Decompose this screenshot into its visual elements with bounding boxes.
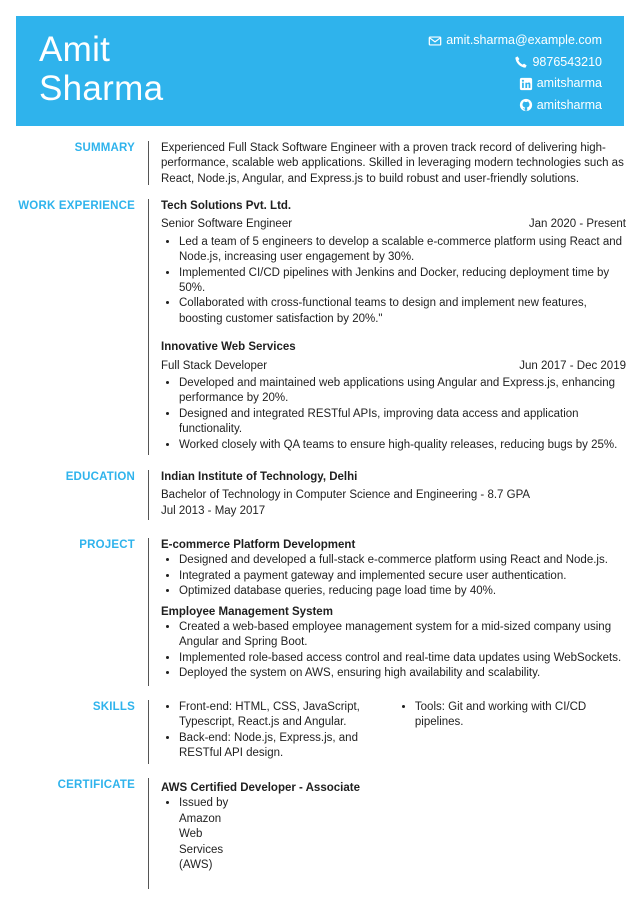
candidate-name [39,30,163,108]
job-entry [161,340,626,453]
job-entry [161,199,626,327]
project-label: PROJECT [79,539,135,551]
summary-text: Experienced Full Stack Software Engineer with a proven track record of delivering high-performance, scalable web applications. Skilled in leveraging modern technologies such as React, Node.js, Angular, and Express.js to build robust and user-friendly solutions. [161,142,624,185]
project-bullet: • Designed and developed a full-stack e-commerce platform using React and Node.js. [179,553,626,568]
certificate-title: AWS Certified Developer - Associate [161,782,360,794]
resume-header [16,16,624,126]
skill-item: • Tools: Git and working with CI/CD pipelines. [415,700,626,731]
section-divider [148,778,149,889]
project-entry [161,605,626,682]
linkedin-icon [519,77,533,91]
project-title: Employee Management System [161,605,333,618]
project-bullet: • Integrated a payment gateway and implemented secure user authentication. [179,569,626,584]
linkedin-text: amitsharma [536,76,602,90]
github-icon [519,98,533,112]
skill-item: • Back-end: Node.js, Express.js, and RESTful API design. [179,731,381,762]
phone-row[interactable] [428,52,602,74]
work-label: WORK EXPERIENCE [18,200,135,212]
phone-text: 9876543210 [532,54,602,69]
phone-icon [514,55,528,69]
summary-label: SUMMARY [74,142,135,154]
job-dates: Jan 2020 - Present [528,218,626,231]
job-role: Full Stack Developer [161,359,268,372]
job-dates: Jun 2017 - Dec 2019 [519,359,626,372]
school-name: Indian Institute of Technology, Delhi [161,471,358,483]
job-bullet: • Led a team of 5 engineers to develop a scalable e-commerce platform using React and Node.js, increasing user engagement by 30%. [179,235,626,266]
degree: Bachelor of Technology in Computer Science and Engineering - 8.7 GPA [161,489,531,502]
education-dates: Jul 2013 - May 2017 [161,504,266,517]
job-bullet: • Worked closely with QA teams to ensure high-quality releases, reducing bugs by 25%. [179,438,626,453]
last-name: Sharma [39,69,164,108]
project-entry [161,538,626,600]
section-divider [148,141,149,185]
github-row[interactable] [428,95,602,117]
section-divider [148,538,149,686]
job-bullet: • Developed and maintained web applications using Angular and Express.js, enhancing performance by 20%. [179,376,626,407]
job-role: Senior Software Engineer [161,218,293,231]
email-row[interactable] [428,30,602,52]
skill-item: • Front-end: HTML, CSS, JavaScript, Typescript, React.js and Angular. [179,700,381,731]
github-text: amitsharma [536,97,602,112]
education-label: EDUCATION [65,471,135,483]
company-name: Tech Solutions Pvt. Ltd. [161,200,292,212]
email-text: amit.sharma@example.com [446,33,602,47]
section-divider [148,199,149,455]
project-title: E-commerce Platform Development [161,539,356,551]
linkedin-row[interactable] [428,73,602,95]
certificate-label: CERTIFICATE [57,779,135,791]
job-bullet: • Designed and integrated RESTful APIs, improving data access and application functionality. [179,407,626,438]
section-divider [148,470,149,520]
job-bullet: • Implemented CI/CD pipelines with Jenkins and Docker, reducing deployment time by 50%. [179,266,626,297]
skills-label: SKILLS [92,701,135,713]
certificate-bullet: • Issued by Amazon Web Services (AWS) [179,796,234,873]
job-bullet: • Collaborated with cross-functional teams to design and implement new features, boosting customer satisfaction by 20%." [179,296,626,327]
project-bullet: • Implemented role-based access control and real-time data updates using WebSockets. [179,651,626,666]
section-divider [148,700,149,764]
mail-icon [428,34,442,48]
project-bullet: • Optimized database queries, reducing page load time by 40%. [179,584,626,599]
project-bullet: • Deployed the system on AWS, ensuring high availability and scalability. [179,666,626,681]
contact-info [428,30,602,116]
first-name: Amit [39,30,111,69]
project-bullet: • Created a web-based employee management system for a mid-sized company using Angular and Spring Boot. [179,620,626,651]
company-name: Innovative Web Services [161,341,296,354]
